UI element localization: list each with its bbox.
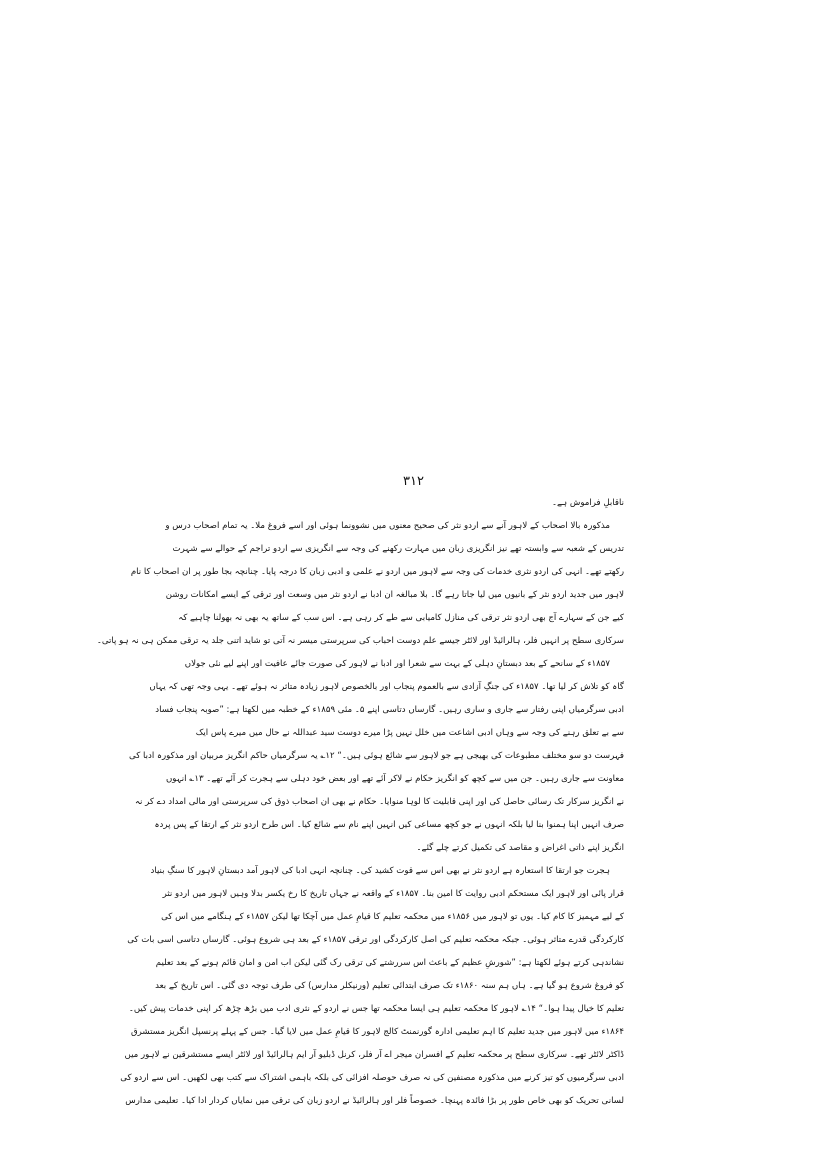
text-line: ادبی سرگرمیوں کو تیز کرنے میں مذکورہ مصنفین کی نہ صرف حوصلہ افزائی کی بلکہ باہمی اشتراک سے کتب بھی لکھیں۔ اس سے اردو کی — [120, 1073, 624, 1083]
page-number: ۳۱۲ — [403, 474, 424, 489]
text-line: سرکاری سطح پر انہیں فلر، ہالرائیڈ اور لائٹر جیسے علم دوست احباب کی سرپرستی میسر نہ آتی تو شاید اتنی جلد یہ ترقی ممکن ہی نہ ہو پاتی۔ — [96, 636, 624, 646]
text-line: رکھتے تھے۔ انہی کی اردو نثری خدمات کی وجہ سے لاہور میں اردو نے علمی و ادبی زبان کا درجہ پایا۔ چنانچہ بجا طور پر ان اصحاب کا نام — [130, 567, 624, 577]
text-line: معاونت سے جاری رہیں۔ جن میں سے کچھ کو انگریز حکام نے لاکر آئے تھے اور بعض خود دہلی سے ہجرت کر آئے تھے۔ ۱۳؎ انہوں — [165, 774, 624, 784]
paragraph — [120, 860, 624, 1113]
text-line: قرار پائی اور لاہور ایک مستحکم ادبی روایت کا امین بنا۔ ۱۸۵۷ء کے واقعہ نے جہاں تاریخ کا رخ یکسر بدلا وہیں لاہور میں اردو نثر — [162, 889, 624, 899]
text-line: کے لیے مہمیز کا کام کیا۔ یوں تو لاہور میں ۱۸۵۶ء میں محکمہ تعلیم کا قیامِ عمل میں آچکا تھا لیکن ۱۸۵۷ء کے ہنگامے میں اس کی — [161, 912, 624, 922]
paragraph — [250, 492, 624, 515]
body-text — [96, 492, 624, 1113]
text-line: گاہ کو تلاش کر لیا تھا۔ ۱۸۵۷ء کی جنگِ آزادی سے بالعموم پنجاب اور بالخصوص لاہور زیادہ متاثر نہ ہوئے تھے۔ یہی وجہ تھی کہ یہاں — [149, 682, 624, 692]
text-line: ہجرت جو ارتقا کا استعارہ ہے اردو نثر نے بھی اس سے قوت کشید کی۔ چنانچہ انہی ادبا کی لاہور آمد دبستانِ لاہور کا سنگِ بنیاد — [150, 866, 610, 876]
paragraph — [96, 515, 624, 653]
text-line: نے انگریز سرکار تک رسائی حاصل کی اور اپنی قابلیت کا لوہا منوایا۔ حکام نے بھی ان اصحاب ذوق کی سرپرستی اور مالی امداد دے کر نہ — [134, 797, 624, 807]
text-line: لاہور میں جدید اردو نثر کے بانیوں میں لیا جاتا رہے گا۔ بلا مبالغہ ان ادبا نے اردو نثر میں وسعت اور ترقی کے ایسے امکانات روشن — [165, 590, 624, 600]
text-line: صرف انہیں اپنا ہمنوا بنا لیا بلکہ انہوں نے جو کچھ مساعی کیں انہیں اپنے نام سے شائع کیا۔ اس طرح اردو نثر کے ارتقا کے پس پردہ — [154, 820, 624, 830]
text-line: تدریس کے شعبہ سے وابستہ تھے نیز انگریزی زبان میں مہارت رکھنے کی وجہ سے انگریزی سے اردو تراجم کے حوالے سے شہرت — [172, 544, 624, 554]
text-line: فہرست دو سو مختلف مطبوعات کی بھیجی ہے جو لاہور سے شائع ہوئی ہیں۔“ ۱۲؎ یہ سرگرمیاں حاکم انگریز مربیان اور مذکورہ ادبا کی — [129, 751, 624, 761]
text-line: سے بے تعلق رہنے کی وجہ سے وہاں ادبی اشاعت میں خلل نہیں پڑا میرے دوست سید عبداللہ نے حال میں میرے پاس ایک — [195, 728, 624, 738]
text-line: کو فروغ شروع ہو گیا ہے۔ ہاں ہم سنہ ۱۸۶۰ء تک صرف ابتدائی تعلیم (ورنیکلر مدارس) کی طرف توجہ دی گئی۔ اس تاریخ کے بعد — [155, 981, 624, 991]
text-line: نشاندہی کرتے ہوئے لکھتا ہے: ”شورشِ عظیم کے باعث اس سررشتے کی ترقی رک گئی لیکن اب امن و امان قائم ہونے کے بعد تعلیم — [155, 958, 624, 968]
text-line: ناقابلِ فراموش ہے۔ — [552, 498, 624, 508]
paragraph — [129, 653, 624, 860]
text-line: ڈاکٹر لائٹر تھے۔ سرکاری سطح پر محکمہ تعلیم کے افسران میجر اے آر فلر، کرنل ڈبلیو آر ایم ہالرائیڈ اور لائٹر ایسے مستشرقین نے لاہور میں — [124, 1050, 624, 1060]
text-line: کارکردگی قدرے متاثر ہوئی۔ جبکہ محکمہ تعلیم کی اصل کارکردگی اور ترقی ۱۸۵۷ء کے بعد ہی شروع ہوئی۔ گارساں دتاسی اسی بات کی — [127, 935, 624, 945]
text-line: کیے جن کے سہارے آج بھی اردو نثر ترقی کی منازل کامیابی سے طے کر رہی ہے۔ اس سب کے ساتھ یہ بھی نہ بھولنا چاہیے کہ — [178, 613, 624, 623]
text-line: تعلیم کا خیال پیدا ہوا۔“ ۱۴؎ لاہور کا محکمہ تعلیم ہی ایسا محکمہ تھا جس نے اردو کے نثری ادب میں بڑھ چڑھ کر اپنی خدمات پیش کیں۔ — [128, 1004, 624, 1014]
text-line: ۱۸۶۴ء میں لاہور میں جدید تعلیم کا اہم تعلیمی ادارہ گورنمنٹ کالج لاہور کا قیامِ عمل میں لایا گیا۔ جس کے پہلے پرنسپل انگریز مستشرق — [131, 1027, 624, 1037]
text-line: ادبی سرگرمیاں اپنی رفتار سے جاری و ساری رہیں۔ گارساں دتاسی اپنے ۵۔ مئی ۱۸۵۹ء کے خطبہ میں لکھتا ہے: ”صوبہ پنجاب فساد — [155, 705, 624, 715]
text-line: ۱۸۵۷ء کے سانحے کے بعد دبستانِ دہلی کے بہت سے شعرا اور ادبا نے لاہور کی صورت جائے عافیت اور اپنے لیے نئی جولاں — [184, 659, 610, 669]
text-line: لسانی تحریک کو بھی خاص طور پر بڑا فائدہ پہنچا۔ خصوصاً فلر اور ہالرائیڈ نے اردو زبان کی ترقی میں نمایاں کردار ادا کیا۔ تعلیمی مدارس — [125, 1096, 624, 1106]
text-line: مذکورہ بالا اصحاب کے لاہور آنے سے اردو نثر کی صحیح معنوں میں نشوونما ہوئی اور اسے فروغ ملا۔ یہ تمام اصحاب درس و — [165, 521, 610, 531]
text-line: انگریز اپنے ذاتی اغراض و مقاصد کی تکمیل کرتے چلے گئے۔ — [416, 843, 624, 853]
